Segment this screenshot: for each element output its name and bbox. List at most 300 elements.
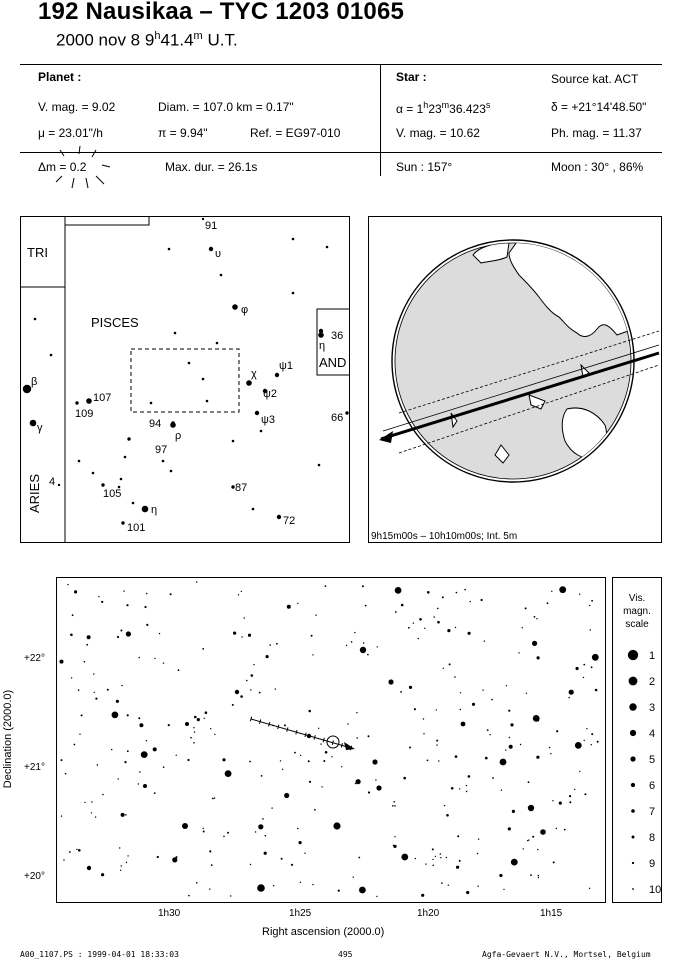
chart-star-57: [84, 802, 85, 803]
finder-field-star-9: [206, 400, 209, 403]
path-tick-0: [250, 717, 251, 721]
chart-star-94: [508, 827, 511, 830]
chart-star-323: [265, 835, 267, 837]
chart-star-61: [536, 618, 537, 619]
chart-star-285: [121, 813, 125, 817]
chart-star-236: [287, 605, 291, 609]
scale-dot-10: [632, 888, 634, 890]
header-divider: [380, 64, 381, 176]
x-tick-1h25: 1h25: [289, 908, 312, 919]
chart-star-68: [300, 755, 301, 756]
chart-star-132: [510, 723, 513, 726]
path-tick-4: [287, 727, 288, 731]
chart-star-319: [284, 793, 289, 798]
chart-star-40: [314, 809, 316, 811]
chart-star-214: [530, 874, 532, 876]
finder-field-star-6: [174, 332, 177, 335]
path-tick-10: [341, 743, 342, 747]
chart-star-104: [250, 864, 251, 865]
delta-magnitude: Δm = 0.2: [38, 160, 87, 174]
chart-star-224: [591, 744, 592, 745]
chart-star-47: [297, 828, 299, 830]
path-tick-5: [296, 730, 297, 734]
chart-star-183: [375, 779, 376, 780]
chart-star-296: [94, 692, 95, 693]
chart-star-120: [176, 856, 178, 858]
planet-motion: μ = 23.01"/h: [38, 126, 103, 140]
chart-star-211: [323, 760, 325, 762]
y-tick-20: +20°: [24, 871, 45, 882]
chart-star-281: [442, 596, 444, 598]
chart-star-313: [157, 856, 159, 858]
chart-star-17: [451, 787, 454, 790]
chart-star-123: [84, 661, 86, 663]
chart-star-270: [409, 686, 412, 689]
chart-star-125: [456, 866, 459, 869]
chart-star-317: [550, 753, 551, 754]
chart-star-196: [526, 693, 527, 694]
chart-star-257: [87, 635, 91, 639]
chart-star-20: [435, 856, 436, 857]
chart-star-155: [468, 775, 471, 778]
chart-star-246: [271, 807, 272, 808]
chart-star-97: [214, 797, 215, 798]
scale-dot-1: [628, 650, 638, 660]
chart-star-7: [525, 607, 527, 609]
chart-star-113: [466, 891, 469, 894]
chart-star-159: [591, 600, 593, 602]
chart-star-310: [485, 757, 488, 760]
chart-star-151: [153, 747, 157, 751]
chart-star-249: [443, 668, 444, 669]
finder-star-label-10: β: [31, 376, 38, 388]
finder-field-star-2: [292, 238, 295, 241]
chart-star-226: [76, 849, 77, 850]
finder-star-label-8: ψ3: [261, 414, 275, 426]
chart-star-264: [259, 692, 261, 694]
chart-star-245: [522, 627, 523, 628]
chart-star-35: [470, 601, 471, 602]
chart-star-133: [297, 603, 298, 604]
finder-star-label-9: 66: [331, 412, 344, 424]
chart-bright-star-12: [143, 784, 147, 788]
chart-star-201: [209, 850, 211, 852]
star-right-ascension: $\alpha = 1^h23^m36.423^s$: [396, 100, 491, 116]
chart-bright-star-8: [87, 866, 91, 870]
chart-star-11: [121, 685, 122, 686]
chart-star-243: [280, 760, 281, 761]
finder-field-star-1: [220, 274, 223, 277]
chart-star-110: [437, 608, 439, 610]
chart-star-230: [188, 895, 190, 897]
chart-star-277: [448, 885, 449, 886]
scale-label-8: 8: [649, 832, 656, 844]
chart-star-218: [127, 750, 129, 752]
chart-star-325: [449, 663, 451, 665]
chart-star-233: [253, 664, 254, 665]
chart-star-268: [569, 795, 571, 797]
finder-star-label-0: 91: [205, 220, 218, 232]
chart-star-50: [111, 749, 112, 750]
chart-star-176: [394, 805, 396, 807]
chart-star-43: [583, 677, 584, 678]
chart-bright-star-4: [500, 759, 507, 766]
chart-star-96: [273, 885, 274, 886]
chart-star-314: [413, 622, 414, 623]
chart-star-149: [139, 723, 143, 727]
finder-star-label-17: 4: [49, 476, 56, 488]
finder-star-18: [101, 483, 104, 486]
finder-star-label-22: 101: [127, 522, 146, 534]
finder-star-label-14: 94: [149, 418, 162, 430]
chart-star-12: [312, 654, 313, 655]
chart-star-174: [176, 755, 177, 756]
finder-star-20: [142, 506, 149, 513]
chart-star-8: [311, 635, 313, 637]
chart-star-305: [446, 857, 447, 858]
finder-star-label-19: 87: [235, 482, 248, 494]
finder-star-label-18: 105: [103, 488, 122, 500]
chart-star-140: [446, 814, 449, 817]
chart-star-200: [441, 882, 443, 884]
chart-star-145: [232, 704, 234, 706]
chart-star-121: [304, 853, 305, 854]
finder-star-label-7: ψ2: [263, 388, 277, 400]
chart-star-19: [249, 761, 251, 763]
finder-star-label-4: η: [319, 340, 326, 352]
finder-star-0: [202, 218, 204, 220]
chart-star-84: [321, 786, 322, 787]
chart-star-253: [532, 836, 534, 838]
chart-star-156: [266, 655, 269, 658]
chart-star-271: [120, 870, 121, 871]
chart-star-309: [393, 801, 395, 803]
chart-star-107: [553, 861, 555, 863]
chart-star-76: [230, 895, 231, 896]
chart-star-129: [246, 680, 248, 682]
chart-star-101: [393, 845, 396, 848]
chart-star-55: [126, 862, 127, 863]
chart-star-162: [241, 591, 242, 592]
constellation-aries: ARIES: [27, 473, 42, 513]
chart-star-38: [584, 793, 586, 795]
chart-star-51: [251, 674, 254, 677]
chart-star-58: [408, 627, 410, 629]
finder-star-6: [275, 373, 279, 377]
finder-field-star-16: [120, 478, 123, 481]
chart-star-308: [127, 855, 128, 856]
chart-star-56: [556, 828, 557, 829]
chart-star-221: [116, 700, 119, 703]
chart-star-114: [425, 863, 426, 864]
chart-star-143: [564, 829, 566, 831]
chart-star-279: [318, 728, 319, 729]
chart-star-157: [70, 634, 73, 637]
chart-star-212: [222, 758, 225, 761]
chart-star-138: [261, 775, 263, 777]
finder-field-star-21: [118, 486, 121, 489]
chart-star-16: [255, 831, 256, 832]
chart-star-2: [78, 689, 80, 691]
path-arrow-icon: [344, 742, 355, 750]
chart-star-73: [419, 618, 422, 621]
chart-star-150: [418, 638, 419, 639]
scale-dot-4: [630, 730, 636, 736]
chart-star-142: [547, 602, 549, 604]
chart-star-192: [444, 805, 445, 806]
chart-star-273: [595, 689, 598, 692]
chart-star-88: [432, 859, 433, 860]
chart-star-5: [440, 853, 442, 855]
sun-elongation: Sun : 157°: [396, 160, 453, 174]
event-datetime: 2000 nov 8 9$^h$41.4$^m$ U.T.: [56, 30, 238, 50]
chart-star-293: [436, 709, 437, 710]
chart-bright-star-10: [372, 759, 377, 764]
chart-star-242: [194, 731, 195, 732]
scale-label-2: 2: [649, 676, 656, 688]
chart-star-241: [299, 841, 302, 844]
chart-star-160: [459, 860, 461, 862]
scale-label-6: 6: [649, 780, 656, 792]
chart-star-171: [190, 737, 192, 739]
chart-star-326: [193, 727, 194, 728]
chart-star-3: [309, 781, 311, 783]
finder-field-star-5: [216, 342, 219, 345]
chart-star-266: [551, 591, 552, 592]
chart-star-194: [401, 854, 408, 861]
chart-bright-star-2: [333, 822, 340, 829]
finder-star-8: [255, 411, 259, 415]
chart-star-297: [523, 848, 524, 849]
chart-star-28: [440, 857, 441, 858]
chart-star-118: [281, 858, 283, 860]
chart-star-166: [71, 677, 72, 678]
chart-star-315: [203, 831, 205, 833]
chart-star-318: [552, 800, 553, 801]
chart-star-175: [394, 836, 395, 837]
scale-label-10: 10: [649, 884, 661, 896]
constellation-and: AND: [319, 355, 347, 370]
chart-star-15: [576, 667, 579, 670]
chart-star-261: [415, 858, 416, 859]
chart-star-83: [244, 617, 245, 618]
chart-star-191: [331, 756, 332, 757]
chart-star-60: [119, 847, 120, 848]
scale-title: Vis. magn. scale: [623, 593, 651, 630]
finder-star-label-3: 36: [331, 330, 344, 342]
chart-star-290: [74, 590, 77, 593]
y-axis-label: Declination (2000.0): [2, 689, 14, 789]
chart-star-72: [459, 788, 460, 789]
scale-dot-3: [629, 703, 636, 710]
chart-star-203: [107, 689, 109, 691]
finder-star-4: [318, 332, 324, 338]
chart-star-128: [528, 839, 529, 840]
scale-dot-5: [630, 756, 635, 761]
chart-star-63: [214, 734, 215, 735]
chart-star-184: [438, 760, 439, 761]
chart-star-78: [312, 884, 313, 885]
star-phmag: Ph. mag. = 11.37: [551, 126, 642, 140]
chart-star-219: [223, 836, 225, 838]
chart-star-82: [509, 737, 510, 738]
chart-star-280: [262, 818, 264, 820]
path-tick-2: [269, 722, 270, 726]
chart-star-186: [126, 631, 131, 636]
chart-star-168: [264, 852, 267, 855]
chart-star-53: [163, 766, 165, 768]
scale-canvas: [613, 578, 661, 902]
chart-star-22: [112, 712, 119, 719]
chart-star-272: [427, 591, 430, 594]
chart-star-90: [499, 874, 502, 877]
finder-star-label-1: υ: [215, 248, 222, 260]
chart-star-288: [127, 714, 129, 716]
chart-star-213: [325, 751, 328, 754]
finder-field-star-13: [162, 460, 165, 463]
finder-star-21: [277, 515, 281, 519]
chart-star-247: [432, 848, 434, 850]
chart-star-178: [196, 882, 198, 884]
chart-star-227: [436, 740, 438, 742]
chart-star-134: [351, 641, 353, 643]
chart-bright-star-11: [461, 722, 466, 727]
chart-star-250: [559, 802, 562, 805]
chart-star-274: [60, 660, 64, 664]
chart-star-144: [79, 734, 80, 735]
chart-star-86: [282, 769, 283, 770]
chart-star-71: [121, 865, 122, 866]
path-tick-9: [332, 741, 333, 745]
finder-star-2: [232, 304, 238, 310]
chart-star-252: [225, 770, 232, 777]
chart-star-223: [69, 851, 71, 853]
chart-star-262: [423, 718, 424, 719]
chart-star-85: [170, 593, 172, 595]
chart-star-229: [338, 890, 340, 892]
chart-star-21: [197, 718, 200, 721]
chart-bright-star-6: [540, 829, 546, 835]
finder-field-star-23: [78, 460, 81, 463]
chart-star-215: [359, 887, 366, 894]
chart-star-190: [492, 777, 494, 779]
footer-credit: Agfa-Gevaert N.V., Mortsel, Belgium: [482, 950, 651, 959]
field-rectangle: [131, 349, 239, 412]
path-tick-7: [314, 735, 315, 739]
scale-dot-8: [632, 836, 635, 839]
chart-star-302: [81, 714, 83, 716]
chart-star-102: [377, 646, 378, 647]
chart-star-269: [538, 875, 540, 877]
finder-field-star-3: [326, 246, 329, 249]
finder-field-star-10: [232, 440, 235, 443]
chart-star-45: [300, 882, 301, 883]
chart-star-1: [93, 673, 94, 674]
chart-star-299: [284, 724, 286, 726]
finder-chart: [20, 216, 350, 543]
chart-star-65: [466, 791, 468, 793]
chart-star-205: [409, 747, 411, 749]
chart-star-217: [511, 859, 518, 866]
chart-star-202: [275, 688, 276, 689]
chart-star-130: [240, 695, 243, 698]
moon-info: Moon : 30° , 86%: [551, 160, 644, 174]
globe-canvas: [369, 217, 661, 542]
chart-star-209: [376, 896, 377, 897]
chart-star-258: [589, 605, 590, 606]
chart-star-300: [484, 640, 485, 641]
finder-star-22: [121, 521, 124, 524]
finder-star-label-5: χ: [251, 368, 257, 380]
chart-star-9: [358, 857, 360, 859]
chart-star-322: [356, 779, 361, 784]
chart-star-112: [395, 587, 402, 594]
chart-star-216: [368, 735, 370, 737]
path-tick-6: [305, 733, 306, 737]
chart-star-182: [61, 815, 62, 816]
finder-field-star-18: [132, 502, 135, 505]
chart-star-291: [433, 616, 435, 618]
chart-star-14: [466, 785, 467, 786]
finder-star-1: [209, 247, 213, 251]
chart-star-139: [478, 886, 479, 887]
chart-star-303: [401, 604, 404, 607]
finder-field-star-14: [170, 470, 173, 473]
finder-field-star-19: [34, 318, 37, 321]
chart-star-59: [568, 697, 570, 699]
chart-star-169: [424, 628, 425, 629]
chart-star-98: [520, 744, 521, 745]
chart-star-105: [586, 728, 587, 729]
chart-star-289: [258, 824, 263, 829]
planet-parallax: π = 9.94": [158, 126, 208, 140]
planet-diameter: Diam. = 107.0 km = 0.17": [158, 100, 294, 114]
chart-star-100: [427, 760, 429, 762]
scale-dot-7: [631, 809, 635, 813]
chart-star-54: [464, 589, 466, 591]
finder-field-star-20: [50, 354, 53, 357]
finder-star-12: [86, 398, 92, 404]
chart-star-23: [146, 624, 148, 626]
chart-star-207: [400, 691, 402, 693]
star-chart: [56, 577, 606, 903]
chart-star-106: [159, 633, 160, 634]
finder-star-13: [75, 401, 78, 404]
chart-star-198: [363, 642, 365, 644]
chart-star-210: [362, 585, 364, 587]
chart-star-328: [538, 877, 539, 878]
star-chart-canvas: [57, 578, 605, 902]
chart-bright-star-9: [376, 785, 381, 790]
chart-bright-star-1: [388, 679, 393, 684]
finder-star-5: [246, 380, 252, 386]
chart-star-62: [320, 743, 321, 744]
path-tick-1: [259, 719, 260, 723]
finder-star-17: [58, 484, 60, 486]
chart-star-208: [365, 605, 367, 607]
chart-star-67: [505, 749, 506, 750]
finder-field-star-17: [318, 464, 321, 467]
finder-star-16: [127, 437, 130, 440]
scale-label-3: 3: [649, 702, 656, 714]
chart-star-260: [138, 783, 139, 784]
chart-star-180: [276, 643, 278, 645]
chart-star-197: [447, 629, 450, 632]
finder-field-star-22: [92, 472, 95, 475]
finder-star-label-6: ψ1: [279, 360, 293, 372]
chart-star-95: [269, 644, 271, 646]
chart-star-240: [367, 654, 369, 656]
